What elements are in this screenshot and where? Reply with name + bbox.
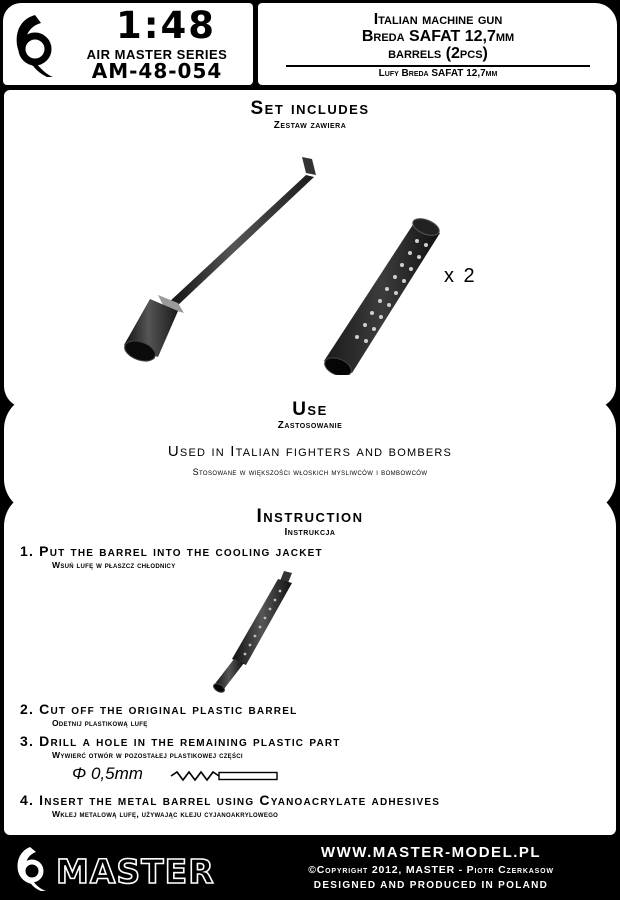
assembled-barrel-image [184,567,304,697]
header-left-panel [3,3,253,85]
website-url[interactable]: WWW.MASTER-MODEL.PL [320,844,542,861]
use-title: Use [292,399,328,420]
step-2-text: 2. Cut off the original plastic barrel [20,701,298,717]
drill-bit-icon [169,769,279,783]
step-3-text: 3. Drill a hole in the remaining plastic part [20,733,341,749]
step-2-text-pl: Odetnij plastikową lufę [52,718,148,728]
master-logo-icon [13,11,57,81]
inner-barrel-image [122,157,316,365]
series-label: AIR MASTER SERIES [86,47,228,62]
parts-illustration [114,135,474,375]
footer-brand-logo [16,843,238,893]
set-includes-subtitle: Zestaw zawiera [273,120,347,131]
set-includes-panel [4,90,616,408]
footer-brand-text: MASTER [56,852,215,891]
step-4-text: 4. Insert the metal barrel using Cyanoacrylate adhesives [20,792,441,808]
title-divider [286,65,590,67]
product-title-line: Italian machine gun [373,11,503,28]
step-1-text: 1. Put the barrel into the cooling jacket [20,543,323,559]
cooling-jacket-image [322,215,442,375]
header-right-panel [258,3,617,85]
instruction-title: Instruction [256,506,364,527]
product-title-line: barrels (2pcs) [388,45,488,62]
product-code: AM-48-054 [91,59,223,83]
step-1-text-pl: Wsuń lufę w płaszcz chłodnicy [52,560,176,570]
set-includes-title: Set includes [250,98,370,119]
copyright-text: ©Copyright 2012, MASTER - Piotr Czerkasow [308,864,554,876]
product-title-line: Breda SAFAT 12,7mm [361,28,515,45]
instruction-subtitle: Instrukcja [284,527,336,538]
step-3-text-pl: Wywierć otwór w pozostałej plastikowej części [52,750,243,760]
use-text: Used in Italian fighters and bombers [167,443,453,460]
drill-size-label: Φ 0,5mm [72,764,143,783]
use-subtitle: Zastosowanie [277,420,343,431]
instruction-panel [4,492,616,835]
product-subtitle: Lufy Breda SAFAT 12,7mm [378,68,498,79]
scale-label: 1:48 [115,4,217,47]
product-title [268,11,608,62]
step-4-text-pl: Wklej metalową lufę, używając kleju cyjanoakrylowego [52,809,279,819]
footer-logo-mark-icon [18,847,47,891]
quantity-label: x 2 [444,265,477,287]
use-text-pl: Stosowane w większości włoskich mysliwców i bombowców [192,467,428,477]
made-in-text: DESIGNED AND PRODUCED IN POLAND [313,880,549,891]
